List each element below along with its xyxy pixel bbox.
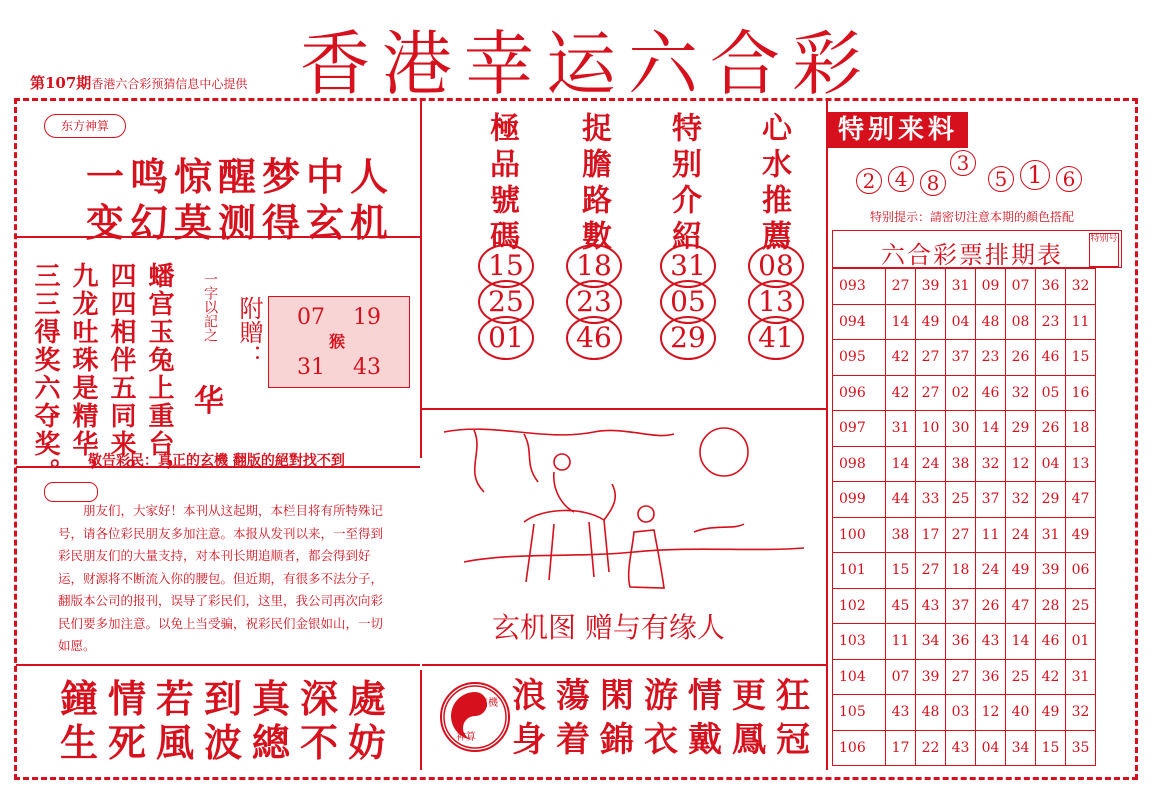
divider: [16, 664, 420, 666]
number-cell: 38: [886, 517, 916, 553]
number-circle: 08: [748, 244, 804, 288]
number-cell: 27: [916, 553, 946, 589]
number-cell: 43: [946, 730, 976, 766]
gift-number: 43: [353, 355, 381, 380]
number-cell: 14: [976, 411, 1006, 447]
page-title: 香港幸运六合彩: [300, 23, 874, 105]
number-cell: 43: [976, 624, 1006, 660]
number-cell: 12: [976, 695, 1006, 731]
table-row: [833, 553, 1096, 589]
seal-text: 玄機: [478, 698, 498, 709]
number-cell: 42: [1036, 659, 1066, 695]
number-cell: 36: [1036, 269, 1066, 305]
column-header-4: 心水推薦: [756, 112, 791, 256]
number-cell: 35: [1066, 730, 1096, 766]
special-ball: 2: [856, 168, 882, 194]
number-cell: 02: [946, 375, 976, 411]
number-cell: 33: [916, 482, 946, 518]
number-cell: 32: [1066, 695, 1096, 731]
special-tip: 特别提示：請密切注意本期的顏色搭配: [870, 210, 1075, 224]
table-row: [833, 695, 1096, 731]
table-row: [833, 588, 1096, 624]
special-ball: 5: [988, 166, 1014, 192]
table-row: [833, 340, 1096, 376]
number-cell: 18: [1066, 411, 1096, 447]
headline-line1: 一鸣惊醒梦中人: [86, 154, 395, 199]
number-cell: 17: [916, 517, 946, 553]
number-cell: 40: [1006, 695, 1036, 731]
gift-box: [268, 296, 410, 388]
number-cell: 37: [946, 588, 976, 624]
table-row: [833, 411, 1096, 447]
gift-number: 07: [297, 305, 325, 330]
table-row: [833, 730, 1096, 766]
number-cell: 05: [1036, 375, 1066, 411]
number-cell: 26: [976, 588, 1006, 624]
number-cell: 27: [916, 340, 946, 376]
issue-cell: 093: [833, 269, 886, 305]
table-row: [833, 517, 1096, 553]
table-row: [833, 446, 1096, 482]
hint-char: 华: [194, 384, 224, 419]
number-cell: 24: [916, 446, 946, 482]
poem-left-line1: 鐘情若到真深處: [60, 676, 397, 721]
gift-number: 19: [353, 305, 381, 330]
seal-text: 神算: [456, 732, 476, 743]
divider: [420, 100, 422, 458]
illustration-caption: 玄机图 赠与有缘人: [492, 611, 725, 644]
number-cell: 30: [946, 411, 976, 447]
number-cell: 24: [1006, 517, 1036, 553]
column-header-3: 特别介紹: [666, 112, 701, 256]
gift-label: 猴: [329, 332, 346, 351]
number-cell: 17: [886, 730, 916, 766]
number-cell: 32: [1066, 269, 1096, 305]
number-circle: 15: [478, 244, 534, 288]
number-cell: 14: [886, 304, 916, 340]
number-cell: 07: [886, 659, 916, 695]
number-cell: 49: [1036, 695, 1066, 731]
number-circle: 29: [660, 316, 716, 360]
issue-cell: 100: [833, 517, 886, 553]
table-row: [833, 304, 1096, 340]
special-label: 特别来料: [828, 112, 968, 148]
number-cell: 37: [946, 340, 976, 376]
number-cell: 18: [946, 553, 976, 589]
number-cell: 14: [1006, 624, 1036, 660]
number-cell: 39: [916, 269, 946, 305]
number-cell: 06: [1066, 553, 1096, 589]
special-ball: 3: [950, 150, 976, 176]
number-cell: 04: [946, 304, 976, 340]
number-cell: 39: [1036, 553, 1066, 589]
issue-cell: 102: [833, 588, 886, 624]
number-cell: 25: [946, 482, 976, 518]
number-circle: 01: [478, 316, 534, 360]
number-cell: 07: [1006, 269, 1036, 305]
number-cell: 27: [886, 269, 916, 305]
notice-text: 敬告彩民：真正的玄機 翻版的絕對找不到: [88, 453, 345, 469]
issue-cell: 099: [833, 482, 886, 518]
number-cell: 36: [976, 659, 1006, 695]
divider: [420, 670, 422, 770]
schedule-side-label: 特别号: [1089, 233, 1119, 267]
number-cell: 24: [976, 553, 1006, 589]
number-cell: 08: [1006, 304, 1036, 340]
issue-cell: 106: [833, 730, 886, 766]
number-cell: 29: [1006, 411, 1036, 447]
number-cell: 46: [1036, 624, 1066, 660]
number-cell: 16: [1066, 375, 1096, 411]
issue-provider: 香港六合彩预猜信息中心提供: [91, 77, 248, 91]
number-circle: 05: [660, 280, 716, 324]
issue-cell: 101: [833, 553, 886, 589]
schedule-table: [832, 268, 1096, 766]
yin-yang-seal-icon: [440, 682, 510, 752]
number-cell: 46: [976, 375, 1006, 411]
number-cell: 47: [1066, 482, 1096, 518]
number-cell: 34: [916, 624, 946, 660]
verse-column: 蟠宫玉兔上重台，: [144, 262, 174, 486]
hint-small: 一字以記之: [202, 272, 218, 342]
number-cell: 09: [976, 269, 1006, 305]
issue-cell: 094: [833, 304, 886, 340]
verse-column: 九龙吐珠是精华，: [68, 262, 98, 486]
number-cell: 39: [916, 659, 946, 695]
number-cell: 45: [886, 588, 916, 624]
number-cell: 27: [946, 659, 976, 695]
table-row: [833, 375, 1096, 411]
number-cell: 49: [1006, 553, 1036, 589]
number-cell: 01: [1066, 624, 1096, 660]
number-cell: 43: [916, 588, 946, 624]
table-row: [833, 624, 1096, 660]
schedule-header: [832, 230, 1122, 268]
headline-line2: 变幻莫测得玄机: [86, 200, 395, 245]
attach-label: 附贈：: [235, 296, 263, 368]
number-cell: 42: [886, 340, 916, 376]
number-cell: 04: [1036, 446, 1066, 482]
number-cell: 38: [946, 446, 976, 482]
number-cell: 26: [1036, 411, 1066, 447]
number-cell: 27: [946, 517, 976, 553]
number-cell: 47: [1006, 588, 1036, 624]
issue-cell: 103: [833, 624, 886, 660]
number-cell: 04: [976, 730, 1006, 766]
number-cell: 25: [1066, 588, 1096, 624]
number-cell: 49: [916, 304, 946, 340]
number-circle: 13: [748, 280, 804, 324]
column-header-2: 捉膽路數: [576, 112, 611, 256]
number-cell: 14: [886, 446, 916, 482]
number-cell: 27: [916, 375, 946, 411]
number-cell: 31: [1036, 517, 1066, 553]
number-cell: 23: [1036, 304, 1066, 340]
number-cell: 13: [1066, 446, 1096, 482]
number-cell: 31: [1066, 659, 1096, 695]
special-ball: 1: [1020, 160, 1050, 190]
number-cell: 12: [1006, 446, 1036, 482]
issue-cell: 104: [833, 659, 886, 695]
number-cell: 36: [946, 624, 976, 660]
issue-cell: 105: [833, 695, 886, 731]
number-circle: 31: [660, 244, 716, 288]
verse-column: 三三得奖六夺奖。: [30, 262, 60, 486]
issue-number: [30, 72, 247, 93]
number-cell: 11: [976, 517, 1006, 553]
number-cell: 37: [976, 482, 1006, 518]
number-cell: 32: [976, 446, 1006, 482]
number-cell: 11: [886, 624, 916, 660]
poem-right-line1: 浪蕩閑游情更狂: [512, 676, 820, 716]
publisher-stamp: 东方神算: [44, 114, 126, 138]
table-row: [833, 269, 1096, 305]
number-circle: 18: [566, 244, 622, 288]
number-cell: 34: [1006, 730, 1036, 766]
number-cell: 44: [886, 482, 916, 518]
issue-cell: 095: [833, 340, 886, 376]
divider: [422, 664, 826, 666]
table-row: [833, 659, 1096, 695]
schedule-title: 六合彩票排期表: [881, 241, 1063, 269]
number-cell: 49: [1066, 517, 1096, 553]
issue-cell: 096: [833, 375, 886, 411]
number-cell: 28: [1036, 588, 1066, 624]
number-cell: 15: [1036, 730, 1066, 766]
number-circle: 41: [748, 316, 804, 360]
number-cell: 48: [976, 304, 1006, 340]
number-cell: 46: [1036, 340, 1066, 376]
number-cell: 10: [916, 411, 946, 447]
number-cell: 03: [946, 695, 976, 731]
divider: [826, 100, 828, 770]
poem-right-line2: 身着錦衣戴鳳冠: [512, 720, 820, 760]
number-cell: 43: [886, 695, 916, 731]
number-cell: 26: [1006, 340, 1036, 376]
number-circle: 23: [566, 280, 622, 324]
column-header-1: 極品號碼: [484, 112, 519, 256]
number-cell: 48: [916, 695, 946, 731]
number-cell: 15: [1066, 340, 1096, 376]
issue-label: 第107期: [30, 74, 92, 92]
gift-number: 31: [297, 355, 325, 380]
special-ball: 6: [1056, 166, 1082, 192]
issue-cell: 098: [833, 446, 886, 482]
number-cell: 42: [886, 375, 916, 411]
number-cell: 25: [1006, 659, 1036, 695]
number-cell: 22: [916, 730, 946, 766]
number-cell: 15: [886, 553, 916, 589]
number-cell: 29: [1036, 482, 1066, 518]
number-circle: 46: [566, 316, 622, 360]
number-cell: 32: [1006, 482, 1036, 518]
divider: [422, 408, 826, 410]
number-circle: 25: [478, 280, 534, 324]
number-cell: 23: [976, 340, 1006, 376]
number-cell: 32: [1006, 375, 1036, 411]
number-cell: 31: [886, 411, 916, 447]
small-stamp: [44, 482, 98, 502]
number-cell: 31: [946, 269, 976, 305]
number-cell: 11: [1066, 304, 1096, 340]
special-ball: 8: [920, 170, 946, 196]
special-ball: 4: [888, 166, 914, 192]
issue-cell: 097: [833, 411, 886, 447]
table-row: [833, 482, 1096, 518]
poem-left-line2: 生死風波總不妨: [60, 720, 397, 765]
verse-column: 四四相伴五同来。: [106, 262, 136, 486]
riders-illustration-icon: [434, 412, 814, 608]
intro-paragraph: 朋友们，大家好！本刊从这起期，本栏目将有所特殊记号，请各位彩民朋友多加注意。本报从发刊以来，一至得到彩民朋友们的大量支持，对本刊长期追顺者，都会得到好运，财源将不断流入你的腰包。但近期，有很多不法分子，翻版本公司的报刊，误导了彩民们，这里，我公司再次向彩民们要多加注意。以免上当受骗，祝彩民们金银如山，一切如愿。: [58, 503, 384, 653]
